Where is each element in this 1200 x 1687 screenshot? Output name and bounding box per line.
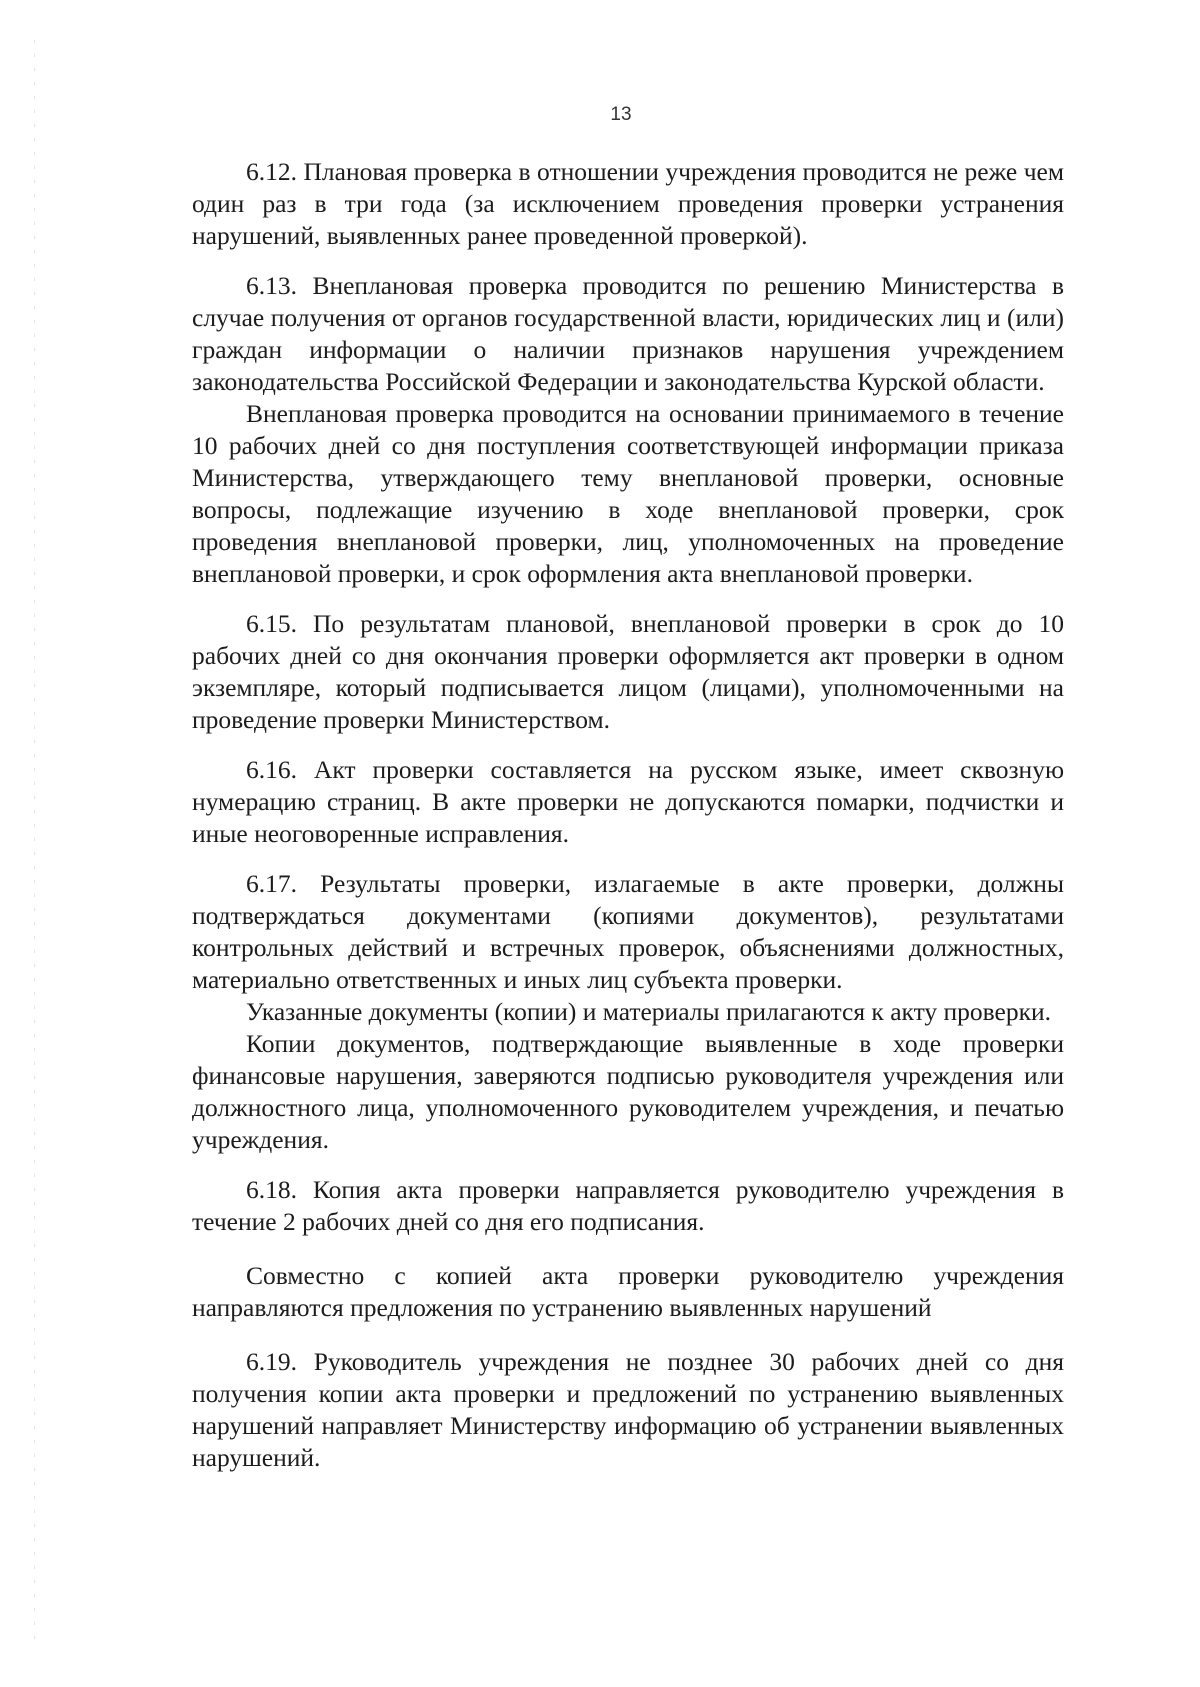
- paragraph-6-13-continued: Внеплановая проверка проводится на основании принимаемого в течение 10 рабочих дней со дня поступления соответствующей информации приказа Министерства, утверждающего тему внеплановой проверки, основные вопросы, подлежащие изучению в ходе внеплановой проверки, срок проведения внеплановой проверки, лиц, уполномоченных на проведение внеплановой проверки, и срок оформления акта внеплановой проверки.: [192, 399, 1064, 588]
- paragraph-6-13: 6.13. Внеплановая проверка проводится по решению Министерства в случае получения от органов государственной власти, юридических лиц и (или) граждан информации о наличии признаков нарушения учреждением законодательства Российской Федерации и законодательства Курской области.: [192, 271, 1064, 396]
- page-number: 13: [610, 104, 632, 125]
- paragraph-6-19: 6.19. Руководитель учреждения не позднее 30 рабочих дней со дня получения копии акта проверки и предложений по устранению выявленных нарушений направляет Министерству информацию об устранении выявленных нарушений.: [192, 1347, 1064, 1472]
- paragraph-6-16: 6.16. Акт проверки составляется на русском языке, имеет сквозную нумерацию страниц. В акте проверки не допускаются помарки, подчистки и иные неоговоренные исправления.: [192, 755, 1064, 848]
- paragraph-6-17: 6.17. Результаты проверки, излагаемые в акте проверки, должны подтверждаться документами (копиями документов), результатами контрольных действий и встречных проверок, объяснениями должностных, материально ответственных и иных лиц субъекта проверки.: [192, 869, 1064, 994]
- scan-edge-artifact: [34, 40, 35, 1640]
- paragraph-6-12: 6.12. Плановая проверка в отношении учреждения проводится не реже чем один раз в три года (за исключением проведения проверки устранения нарушений, выявленных ранее проведенной проверкой).: [192, 157, 1064, 250]
- paragraph-6-15: 6.15. По результатам плановой, внеплановой проверки в срок до 10 рабочих дней со дня окончания проверки оформляется акт проверки в одном экземпляре, который подписывается лицом (лицами), уполномоченными на проведение проверки Министерством.: [192, 609, 1064, 734]
- document-body: [192, 156, 1064, 1474]
- paragraph-6-17-copies: Копии документов, подтверждающие выявленные в ходе проверки финансовые нарушения, заверяются подписью руководителя учреждения или должностного лица, уполномоченного руководителем учреждения, и печатью учреждения.: [192, 1029, 1064, 1154]
- paragraph-6-18: 6.18. Копия акта проверки направляется руководителю учреждения в течение 2 рабочих дней со дня его подписания.: [192, 1175, 1064, 1236]
- paragraph-6-17-attachments: Указанные документы (копии) и материалы прилагаются к акту проверки.: [246, 997, 1052, 1026]
- paragraph-6-18-proposals: Совместно с копией акта проверки руководителю учреждения направляются предложения по устранению выявленных нарушений: [192, 1261, 1064, 1322]
